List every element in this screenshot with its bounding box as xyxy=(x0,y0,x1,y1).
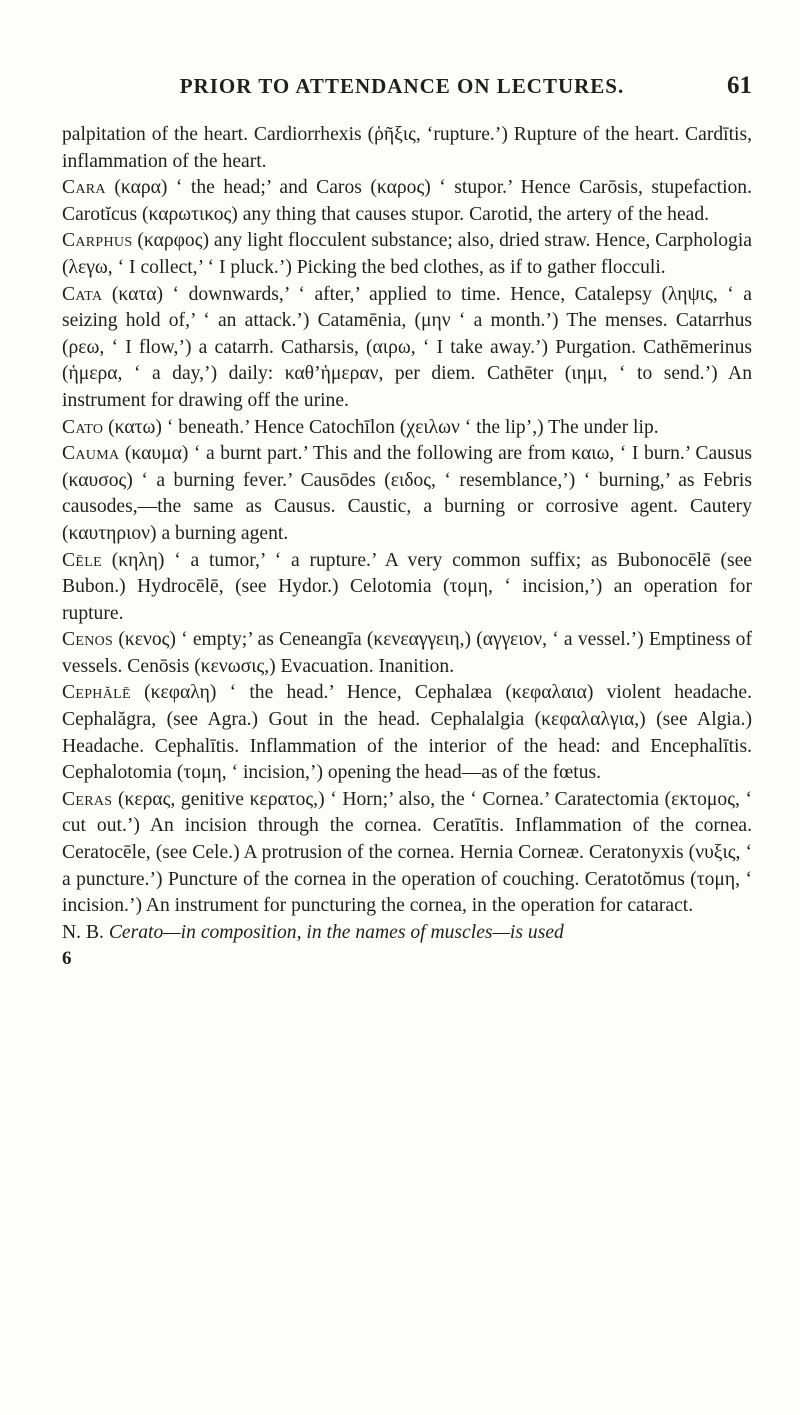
entry-headword: Carphus xyxy=(62,230,133,252)
entry-text: (καρφος) any light flocculent substance; also, dried straw. Hence, Carphologia (λεγω, ‘ I collect,’ ‘ I pluck.’) Picking the bed clothes, as if to gather flocculi. xyxy=(62,230,752,278)
entry-headword: Cara xyxy=(62,177,106,199)
entry-text: (κατα) ‘ downwards,’ ‘ after,’ applied to time. Hence, Catalepsy (ληψις, ‘ a seizing hold of,’ ‘ an attack.’) Catamēnia, (μην ‘ a month.’) The menses. Catarrhus (ρεω, ‘ I flow,’) a catarrh. Catharsis, (αιρω, ‘ I take away.’) Purgation. Cathēmerinus (ἡμερα, ‘ a day,’) daily: καθ’ἡμεραν, per diem. Cathēter (ιημι, ‘ to send.’) An instrument for drawing off the urine. xyxy=(62,283,752,411)
running-header xyxy=(62,72,752,122)
entry-headword: Cenos xyxy=(62,629,114,651)
entry-text: palpitation of the heart. Cardiorrhexis (ῥῆξις, ‘rupture.’) Rupture of the heart. Cardītis, inflammation of the heart. xyxy=(62,124,752,172)
glossary-entry xyxy=(62,441,752,547)
page xyxy=(62,72,752,970)
glossary-entry xyxy=(62,787,752,920)
glossary-entry xyxy=(62,627,752,680)
signature-mark: 6 xyxy=(62,948,72,970)
entry-headword: Cēle xyxy=(62,549,102,571)
entry-headword: Cata xyxy=(62,283,103,305)
glossary-entry xyxy=(62,175,752,228)
glossary-entry xyxy=(62,415,752,442)
entry-headword: N. B. xyxy=(62,921,104,943)
entry-text: (κατω) ‘ beneath.’ Hence Catochīlon (χειλων ‘ the lip’,) The under lip. xyxy=(108,416,659,438)
entry-text: (κεφαλη) ‘ the head.’ Hence, Cephalæa (κεφαλαια) violent headache. Cephalăgra, (see Agra.) Gout in the head. Cephalalgia (κεφαλαλγια,) (see Algia.) Headache. Cephalītis. Inflammation of the interior of the head: and Encephalītis. Cephalotomia (τομη, ‘ incision,’) opening the head—as of the fœtus. xyxy=(62,682,752,784)
entry-text: (κερας, genitive κερατος,) ‘ Horn;’ also, the ‘ Cornea.’ Caratectomia (εκτομος, ‘ cut out.’) An incision through the cornea. Ceratītis. Inflammation of the cornea. Ceratocēle, (see Cele.) A protrusion of the cornea. Hernia Corneæ. Ceratonyxis (νυξις, ‘ a puncture.’) Puncture of the cornea in the operation of couching. Ceratotŏmus (τομη, ‘ incision.’) An instrument for puncturing the cornea, in the operation for cataract. xyxy=(62,788,752,917)
entry-text: (καρα) ‘ the head;’ and Caros (καρος) ‘ stupor.’ Hence Carōsis, stupefaction. Carotĭcus (καρωτικος) any thing that causes stupor. Carotid, the artery of the head. xyxy=(62,177,753,225)
entry-text: (κηλη) ‘ a tumor,’ ‘ a rupture.’ A very common suffix; as Bubonocēlē (see Bubon.) Hydrocēlē, (see Hydor.) Celotomia (τομη, ‘ incision,’) an operation for rupture. xyxy=(62,549,752,624)
entry-headword: Cato xyxy=(62,416,104,438)
entry-headword: Ceras xyxy=(62,788,113,810)
page-number: 61 xyxy=(727,72,752,99)
glossary-entry xyxy=(62,920,752,947)
entry-headword: Cephălē xyxy=(62,682,131,704)
glossary-entry xyxy=(62,122,752,175)
glossary-entry xyxy=(62,282,752,415)
entry-text: (κενος) ‘ empty;’ as Ceneangīa (κενεαγγειη,) (αγγειον, ‘ a vessel.’) Emptiness of vessels. Cenōsis (κενωσις,) Evacuation. Inanition. xyxy=(62,629,752,677)
glossary-entry xyxy=(62,228,752,281)
entry-headword: Cauma xyxy=(62,443,120,465)
entry-text: Cerato—in composition, in the names of muscles—is used xyxy=(108,921,564,943)
running-title: PRIOR TO ATTENDANCE ON LECTURES. xyxy=(179,74,625,98)
glossary-entry xyxy=(62,680,752,786)
entry-text: (καυμα) ‘ a burnt part.’ This and the following are from καιω, ‘ I burn.’ Causus (καυσος) ‘ a burning fever.’ Causōdes (ειδος, ‘ resemblance,’) ‘ burning,’ as Febris causodes,—the same as Causus. Caustic, a burning or corrosive agent. Cautery (καυτηριον) a burning agent. xyxy=(62,443,752,544)
glossary-entry xyxy=(62,548,752,628)
glossary-body xyxy=(62,122,752,946)
